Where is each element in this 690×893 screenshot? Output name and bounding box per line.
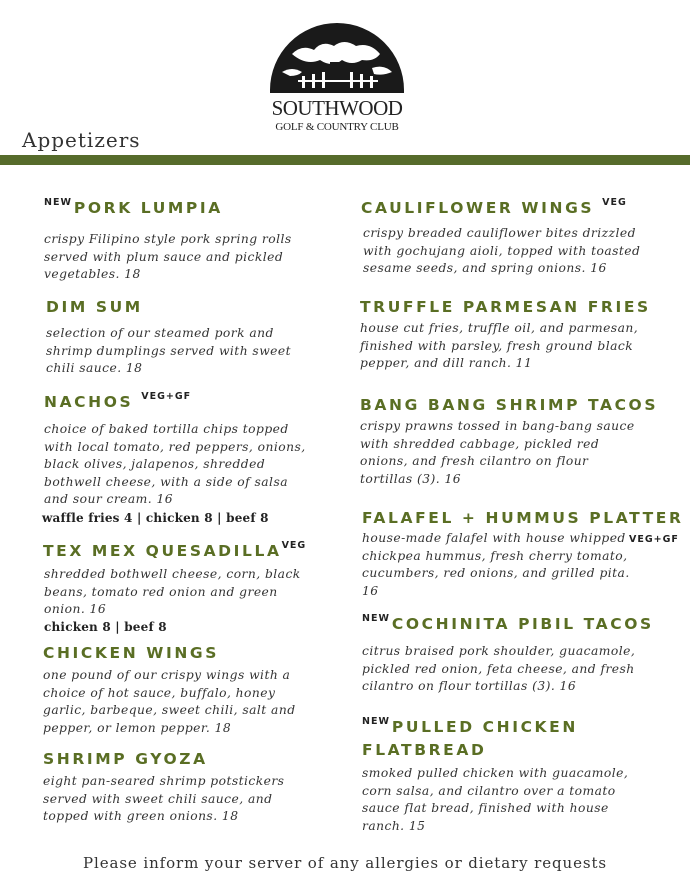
item-description: house-made falafel with house whipped chickpea hummus, fresh cherry tomato, cucumbers, red onions, and grilled pita. 16 [362, 531, 630, 598]
allergy-notice: Please inform your server of any allergies or dietary requests [83, 854, 607, 872]
item-title: TRUFFLE PARMESAN FRIES [360, 298, 651, 316]
item-title: CHICKEN WINGS [43, 644, 219, 662]
menu-item-nachos [44, 392, 344, 525]
diet-tag: VEG [602, 197, 627, 208]
menu-item-shrimp-gyoza [43, 749, 343, 826]
item-title: TEX MEX $QUESADILLA^{VEG}$ [43, 540, 307, 560]
menu-item-truffle-parmesan-fries [360, 297, 685, 373]
item-description: eight pan-seared shrimp potstickers served with sweet chili sauce, and topped with green onions. 18 [43, 774, 285, 823]
item-title: CAULIFLOWER WINGS $^{VEG}$ [361, 197, 627, 217]
logo-subtitle: GOLF & COUNTRY CLUB [275, 121, 399, 133]
menu-item-falafel-hummus-platter [362, 508, 687, 600]
diet-tag: VEG [281, 540, 307, 551]
section-divider [0, 155, 690, 165]
menu-item-chicken-wings [43, 643, 343, 737]
club-logo [262, 10, 412, 138]
item-description: house cut fries, truffle oil, and parmesan, finished with parsley, fresh ground black pepper, and dill ranch. 11 [360, 321, 639, 370]
item-description: crispy prawns tossed in bang-bang sauce with shredded cabbage, pickled red onions, and fresh cilantro on flour tortillas (3). 16 [360, 419, 635, 486]
new-badge: NEW [44, 197, 72, 208]
item-title: $^{NEW}$ COCHINITA PIBIL TACOS [362, 613, 654, 633]
add-on-options: chicken 8 | beef 8 [44, 619, 167, 634]
item-description: crispy Filipino style pork spring rolls served with plum sauce and pickled vegetables. 18 [44, 232, 292, 281]
menu-item-tex-mex-quesadilla [43, 541, 343, 634]
item-description: one pound of our crispy wings with a choice of hot sauce, buffalo, honey garlic, barbeque, sweet chili, salt and pepper, or lemon pepper. 18 [43, 668, 296, 735]
item-title: SHRIMP GYOZA [43, 750, 208, 768]
item-title-line2: FLATBREAD [362, 741, 487, 759]
menu-item-cochinita-pibil-tacos [362, 614, 687, 696]
logo-name: SOUTHWOOD [271, 96, 403, 120]
item-description: citrus braised pork shoulder, guacamole, pickled red onion, feta cheese, and fresh cilantro on flour tortillas (3). 16 [362, 644, 636, 693]
menu-item-cauliflower-wings [361, 198, 686, 278]
diet-tag: VEG+GF [141, 391, 192, 402]
item-title: FALAFEL + HUMMUS PLATTER [362, 509, 684, 527]
item-title: $^{NEW}$ PULLED CHICKEN [362, 716, 578, 736]
section-title: Appetizers [22, 128, 141, 152]
menu-item-pulled-chicken-flatbread [362, 717, 687, 835]
oak-tree-logo-icon [262, 10, 412, 96]
diet-tag: VEG+GF [629, 534, 679, 545]
item-title: $^{NEW}$ PORK LUMPIA [44, 197, 223, 217]
item-title: DIM SUM [46, 298, 143, 316]
item-description: crispy breaded cauliflower bites drizzled with gochujang aioli, topped with toasted sesame seeds, and spring onions. 16 [363, 226, 641, 275]
add-on-options: waffle fries 4 | chicken 8 | beef 8 [42, 510, 269, 525]
item-title: BANG BANG SHRIMP TACOS [360, 396, 659, 414]
item-description: shredded bothwell cheese, corn, black beans, tomato red onion and green onion. 16 [44, 567, 301, 616]
item-description: choice of baked tortilla chips topped with local tomato, red peppers, onions, black olives, jalapenos, shredded bothwell cheese, with a side of salsa and sour cream. 16 [44, 422, 306, 506]
menu-item-dim-sum [46, 297, 346, 378]
item-description: smoked pulled chicken with guacamole, corn salsa, and cilantro over a tomato sauce flat bread, finished with house ranch. 15 [362, 766, 629, 833]
menu-item-pork-lumpia [44, 198, 344, 284]
new-badge: NEW [362, 716, 390, 727]
item-title: NACHOS $^{VEG+GF}$ [44, 391, 192, 411]
menu-item-bang-bang-shrimp-tacos [360, 395, 685, 488]
item-description: selection of our steamed pork and shrimp dumplings served with sweet chili sauce. 18 [46, 326, 292, 375]
new-badge: NEW [362, 613, 390, 624]
